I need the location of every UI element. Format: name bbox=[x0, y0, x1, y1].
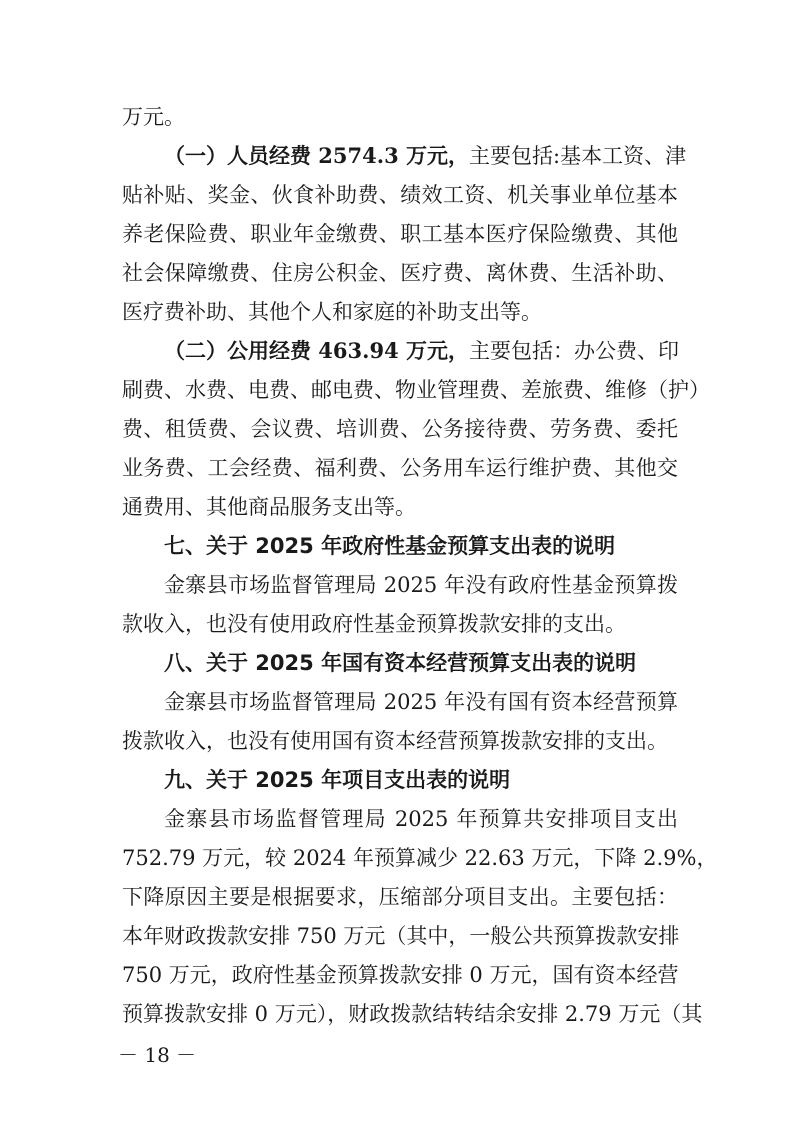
text-line: 万元。 bbox=[122, 105, 185, 129]
text-line: 预算拨款安排 0 万元），财政拨款结转结余安排 2.79 万元（其 bbox=[122, 1002, 703, 1026]
text-line: 下降原因主要是根据要求，压缩部分项目支出。主要包括： bbox=[122, 885, 678, 909]
personnel-expenses-heading: （一）人员经费 2574.3 万元， bbox=[164, 143, 469, 168]
text-span: 主要包括:基本工资、津 bbox=[469, 144, 687, 168]
public-expenses-heading: （二）公用经费 463.94 万元， bbox=[164, 338, 469, 363]
text-line: 金寨县市场监督管理局 2025 年预算共安排项目支出 bbox=[164, 807, 678, 831]
text-line: 拨款收入，也没有使用国有资本经营预算拨款安排的支出。 bbox=[122, 729, 668, 753]
text-line: 医疗费补助、其他个人和家庭的补助支出等。 bbox=[122, 300, 542, 324]
text-line: 通费用、其他商品服务支出等。 bbox=[122, 495, 416, 519]
paragraph-public-expenses bbox=[164, 338, 678, 366]
text-line: 金寨县市场监督管理局 2025 年没有国有资本经营预算 bbox=[164, 690, 678, 714]
page-number: － 18 － bbox=[118, 1043, 197, 1067]
text-line: 业务费、工会经费、福利费、公务用车运行维护费、其他交 bbox=[122, 456, 678, 480]
text-line: 养老保险费、职业年金缴费、职工基本医疗保险缴费、其他 bbox=[122, 222, 678, 246]
paragraph-personnel-expenses bbox=[164, 143, 687, 171]
text-line: 752.79 万元，较 2024 年预算减少 22.63 万元，下降 2.9%， bbox=[122, 846, 718, 870]
text-line: 贴补贴、奖金、伙食补助费、绩效工资、机关事业单位基本 bbox=[122, 183, 678, 207]
text-line: 金寨县市场监督管理局 2025 年没有政府性基金预算拨 bbox=[164, 573, 678, 597]
text-line: 刷费、水费、电费、邮电费、物业管理费、差旅费、维修（护） bbox=[122, 378, 710, 402]
text-line: 本年财政拨款安排 750 万元（其中，一般公共预算拨款安排 bbox=[122, 924, 680, 948]
section-heading-7: 七、关于 2025 年政府性基金预算支出表的说明 bbox=[164, 534, 616, 558]
text-line: 750 万元，政府性基金预算拨款安排 0 万元，国有资本经营 bbox=[122, 963, 679, 987]
text-line: 费、租赁费、会议费、培训费、公务接待费、劳务费、委托 bbox=[122, 417, 678, 441]
section-heading-8: 八、关于 2025 年国有资本经营预算支出表的说明 bbox=[164, 651, 637, 675]
text-line: 款收入，也没有使用政府性基金预算拨款安排的支出。 bbox=[122, 612, 626, 636]
text-span: 主要包括：办公费、印 bbox=[469, 339, 679, 363]
text-line: 社会保障缴费、住房公积金、医疗费、离休费、生活补助、 bbox=[122, 261, 678, 285]
section-heading-9: 九、关于 2025 年项目支出表的说明 bbox=[164, 768, 511, 792]
